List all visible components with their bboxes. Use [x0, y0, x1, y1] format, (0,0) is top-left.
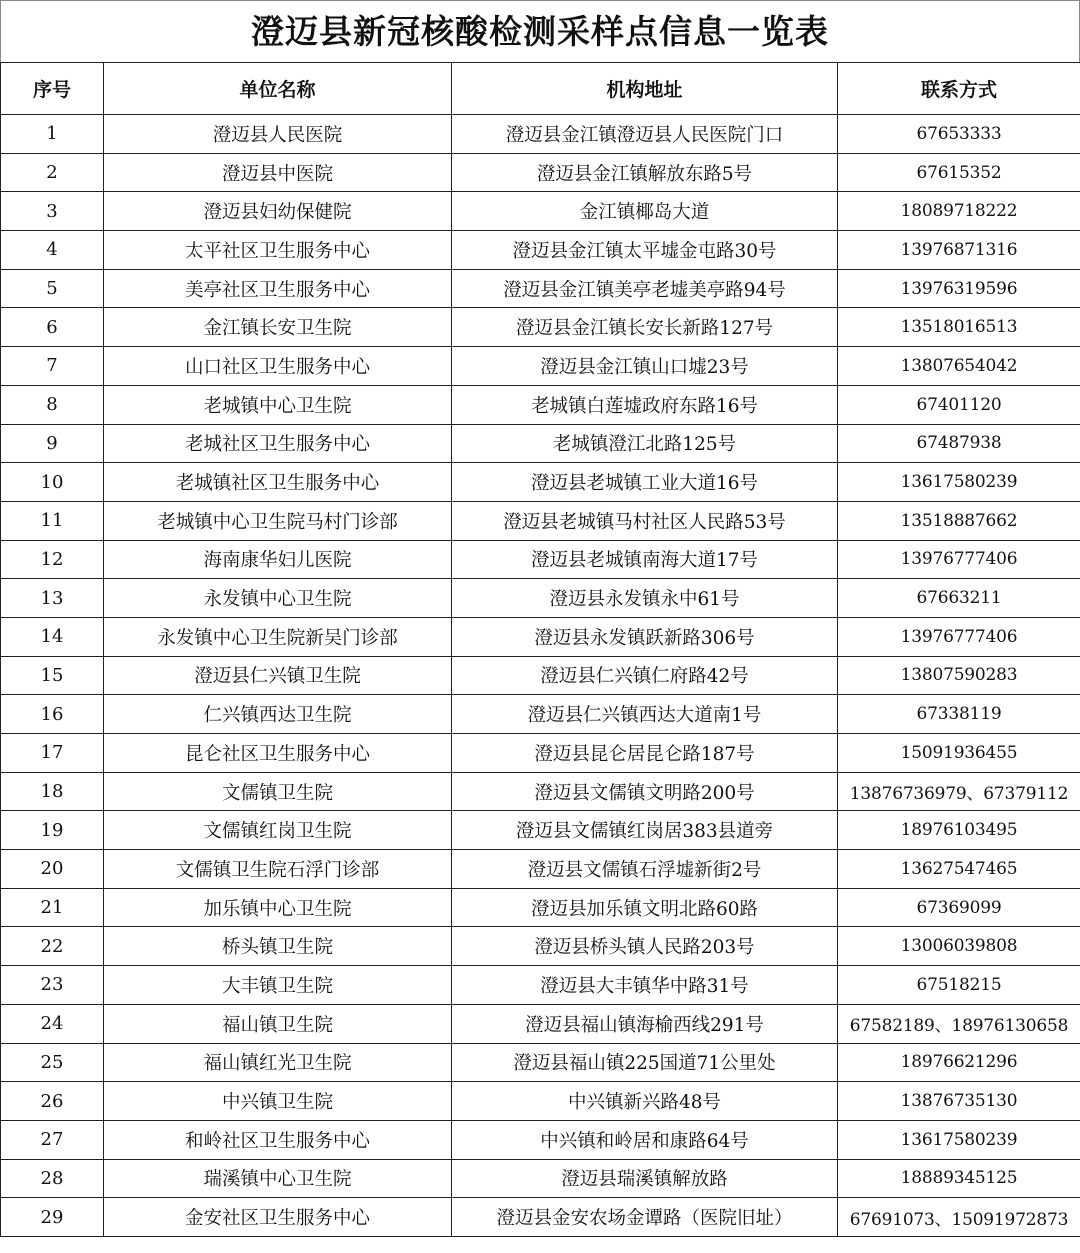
table-row — [1, 966, 1080, 1005]
row-address: 澄迈县文儒镇文明路200号 — [452, 772, 838, 811]
row-address: 澄迈县仁兴镇西达大道南1号 — [452, 695, 838, 734]
row-unit-name: 太平社区卫生服务中心 — [104, 231, 452, 270]
row-address: 中兴镇和岭居和康路64号 — [452, 1120, 838, 1159]
row-index: 5 — [1, 269, 104, 308]
row-address: 澄迈县福山镇海榆西线291号 — [452, 1004, 838, 1043]
row-contact: 67369099 — [838, 888, 1080, 927]
row-contact: 13807590283 — [838, 656, 1080, 695]
row-contact: 67582189、18976130658 — [838, 1004, 1080, 1043]
row-index: 16 — [1, 695, 104, 734]
row-contact: 67338119 — [838, 695, 1080, 734]
row-contact: 67615352 — [838, 153, 1080, 192]
row-address: 澄迈县福山镇225国道71公里处 — [452, 1043, 838, 1082]
table-row — [1, 888, 1080, 927]
row-unit-name: 金安社区卫生服务中心 — [104, 1198, 452, 1237]
row-address: 澄迈县金江镇解放东路5号 — [452, 153, 838, 192]
row-unit-name: 澄迈县妇幼保健院 — [104, 192, 452, 231]
row-unit-name: 福山镇红光卫生院 — [104, 1043, 452, 1082]
row-unit-name: 金江镇长安卫生院 — [104, 308, 452, 347]
row-address: 澄迈县永发镇跃新路306号 — [452, 617, 838, 656]
table-row — [1, 734, 1080, 773]
row-address: 澄迈县永发镇永中61号 — [452, 579, 838, 618]
row-address: 澄迈县昆仑居昆仑路187号 — [452, 734, 838, 773]
header-index: 序号 — [1, 63, 104, 115]
row-address: 老城镇白莲墟政府东路16号 — [452, 385, 838, 424]
row-contact: 13617580239 — [838, 1120, 1080, 1159]
row-address: 澄迈县大丰镇华中路31号 — [452, 966, 838, 1005]
row-contact: 15091936455 — [838, 734, 1080, 773]
row-unit-name: 老城镇中心卫生院马村门诊部 — [104, 501, 452, 540]
row-unit-name: 大丰镇卫生院 — [104, 966, 452, 1005]
row-index: 21 — [1, 888, 104, 927]
table-row — [1, 656, 1080, 695]
row-index: 6 — [1, 308, 104, 347]
row-index: 23 — [1, 966, 104, 1005]
row-unit-name: 老城镇社区卫生服务中心 — [104, 463, 452, 502]
row-contact: 67653333 — [838, 115, 1080, 154]
row-index: 29 — [1, 1198, 104, 1237]
row-contact: 13876736979、67379112 — [838, 772, 1080, 811]
table-row — [1, 695, 1080, 734]
row-unit-name: 桥头镇卫生院 — [104, 927, 452, 966]
table-row — [1, 1120, 1080, 1159]
row-unit-name: 中兴镇卫生院 — [104, 1082, 452, 1121]
table-row — [1, 1043, 1080, 1082]
row-index: 24 — [1, 1004, 104, 1043]
row-address: 老城镇澄江北路125号 — [452, 424, 838, 463]
row-contact: 67401120 — [838, 385, 1080, 424]
table-row — [1, 617, 1080, 656]
row-address: 澄迈县金江镇太平墟金屯路30号 — [452, 231, 838, 270]
row-address: 澄迈县瑞溪镇解放路 — [452, 1159, 838, 1198]
header-contact: 联系方式 — [838, 63, 1080, 115]
table-row — [1, 579, 1080, 618]
table-row — [1, 115, 1080, 154]
row-address: 澄迈县老城镇工业大道16号 — [452, 463, 838, 502]
row-address: 澄迈县金安农场金谭路（医院旧址） — [452, 1198, 838, 1237]
row-index: 12 — [1, 540, 104, 579]
table-row — [1, 424, 1080, 463]
row-index: 26 — [1, 1082, 104, 1121]
row-unit-name: 昆仑社区卫生服务中心 — [104, 734, 452, 773]
row-contact: 18976103495 — [838, 811, 1080, 850]
row-address: 澄迈县加乐镇文明北路60路 — [452, 888, 838, 927]
table-row — [1, 501, 1080, 540]
table-row — [1, 231, 1080, 270]
row-address: 澄迈县老城镇南海大道17号 — [452, 540, 838, 579]
row-contact: 18889345125 — [838, 1159, 1080, 1198]
row-index: 14 — [1, 617, 104, 656]
table-row — [1, 927, 1080, 966]
row-contact: 13518887662 — [838, 501, 1080, 540]
row-contact: 13807654042 — [838, 347, 1080, 386]
table-row — [1, 385, 1080, 424]
table-row — [1, 1004, 1080, 1043]
row-address: 澄迈县金江镇山口墟23号 — [452, 347, 838, 386]
row-unit-name: 仁兴镇西达卫生院 — [104, 695, 452, 734]
row-contact: 13976319596 — [838, 269, 1080, 308]
row-unit-name: 山口社区卫生服务中心 — [104, 347, 452, 386]
row-contact: 67487938 — [838, 424, 1080, 463]
row-index: 11 — [1, 501, 104, 540]
row-contact: 18976621296 — [838, 1043, 1080, 1082]
row-index: 18 — [1, 772, 104, 811]
row-index: 2 — [1, 153, 104, 192]
table-header-row — [1, 63, 1080, 115]
table-body — [1, 115, 1080, 1237]
row-unit-name: 老城镇中心卫生院 — [104, 385, 452, 424]
row-address: 澄迈县文儒镇石浮墟新街2号 — [452, 850, 838, 889]
row-unit-name: 和岭社区卫生服务中心 — [104, 1120, 452, 1159]
table-row — [1, 811, 1080, 850]
row-index: 4 — [1, 231, 104, 270]
row-unit-name: 福山镇卫生院 — [104, 1004, 452, 1043]
row-index: 27 — [1, 1120, 104, 1159]
row-address: 澄迈县金江镇澄迈县人民医院门口 — [452, 115, 838, 154]
row-contact: 67691073、15091972873 — [838, 1198, 1080, 1237]
row-contact: 18089718222 — [838, 192, 1080, 231]
row-contact: 13876735130 — [838, 1082, 1080, 1121]
row-contact: 13976777406 — [838, 540, 1080, 579]
row-contact: 13617580239 — [838, 463, 1080, 502]
table-row — [1, 269, 1080, 308]
row-index: 8 — [1, 385, 104, 424]
row-index: 15 — [1, 656, 104, 695]
row-unit-name: 澄迈县人民医院 — [104, 115, 452, 154]
row-contact: 13976777406 — [838, 617, 1080, 656]
row-contact: 13518016513 — [838, 308, 1080, 347]
row-index: 1 — [1, 115, 104, 154]
header-unit-name: 单位名称 — [104, 63, 452, 115]
row-address: 中兴镇新兴路48号 — [452, 1082, 838, 1121]
table-row — [1, 463, 1080, 502]
row-contact: 13627547465 — [838, 850, 1080, 889]
row-unit-name: 老城社区卫生服务中心 — [104, 424, 452, 463]
page-title: 澄迈县新冠核酸检测采样点信息一览表 — [0, 0, 1080, 62]
table-row — [1, 540, 1080, 579]
table-row — [1, 1159, 1080, 1198]
row-unit-name: 文儒镇红岗卫生院 — [104, 811, 452, 850]
row-index: 9 — [1, 424, 104, 463]
table-row — [1, 308, 1080, 347]
row-index: 20 — [1, 850, 104, 889]
table-row — [1, 153, 1080, 192]
row-index: 28 — [1, 1159, 104, 1198]
row-address: 澄迈县老城镇马村社区人民路53号 — [452, 501, 838, 540]
row-index: 13 — [1, 579, 104, 618]
row-index: 17 — [1, 734, 104, 773]
table-row — [1, 192, 1080, 231]
row-index: 3 — [1, 192, 104, 231]
row-unit-name: 文儒镇卫生院石浮门诊部 — [104, 850, 452, 889]
table-row — [1, 347, 1080, 386]
row-unit-name: 美亭社区卫生服务中心 — [104, 269, 452, 308]
row-unit-name: 加乐镇中心卫生院 — [104, 888, 452, 927]
row-address: 金江镇椰岛大道 — [452, 192, 838, 231]
row-index: 22 — [1, 927, 104, 966]
header-address: 机构地址 — [452, 63, 838, 115]
row-unit-name: 海南康华妇儿医院 — [104, 540, 452, 579]
row-contact: 67663211 — [838, 579, 1080, 618]
row-unit-name: 永发镇中心卫生院新吴门诊部 — [104, 617, 452, 656]
sampling-sites-table — [0, 62, 1080, 1237]
row-contact: 13976871316 — [838, 231, 1080, 270]
row-index: 19 — [1, 811, 104, 850]
row-unit-name: 澄迈县中医院 — [104, 153, 452, 192]
table-row — [1, 850, 1080, 889]
row-address: 澄迈县仁兴镇仁府路42号 — [452, 656, 838, 695]
row-contact: 13006039808 — [838, 927, 1080, 966]
row-unit-name: 瑞溪镇中心卫生院 — [104, 1159, 452, 1198]
row-address: 澄迈县金江镇长安长新路127号 — [452, 308, 838, 347]
row-contact: 67518215 — [838, 966, 1080, 1005]
row-index: 10 — [1, 463, 104, 502]
row-address: 澄迈县文儒镇红岗居383县道旁 — [452, 811, 838, 850]
table-row — [1, 1082, 1080, 1121]
row-unit-name: 澄迈县仁兴镇卫生院 — [104, 656, 452, 695]
row-index: 7 — [1, 347, 104, 386]
row-address: 澄迈县桥头镇人民路203号 — [452, 927, 838, 966]
row-unit-name: 永发镇中心卫生院 — [104, 579, 452, 618]
row-index: 25 — [1, 1043, 104, 1082]
row-unit-name: 文儒镇卫生院 — [104, 772, 452, 811]
row-address: 澄迈县金江镇美亭老墟美亭路94号 — [452, 269, 838, 308]
table-row — [1, 772, 1080, 811]
table-row — [1, 1198, 1080, 1237]
